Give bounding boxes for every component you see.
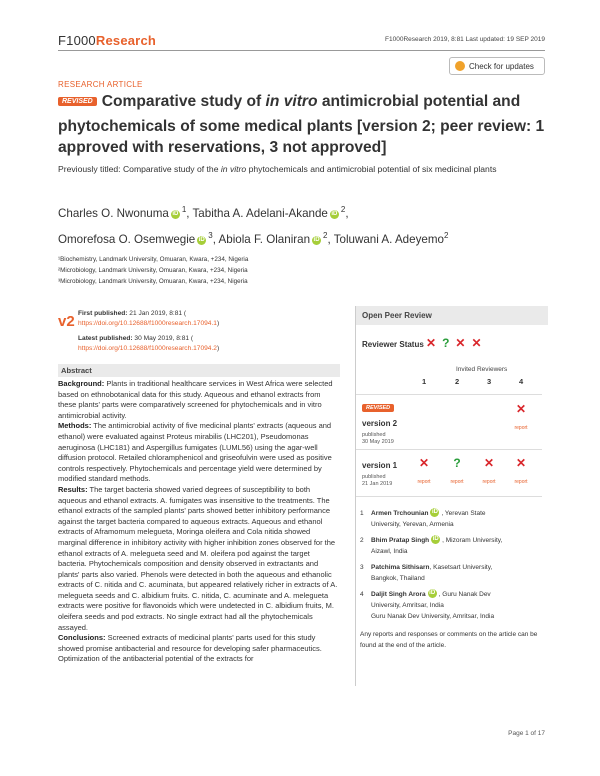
abstract-heading: Abstract — [58, 364, 340, 377]
divider — [356, 496, 542, 497]
orcid-icon[interactable]: iD — [198, 236, 205, 243]
status-not-approved-icon: ✕ — [471, 336, 482, 350]
orcid-icon[interactable]: iD — [432, 536, 439, 542]
reservations-icon: ? — [453, 456, 461, 470]
reviewer-location: University, Yerevan, Armenia — [371, 521, 454, 528]
reviewer-affiliation: , Mizoram University, — [442, 537, 503, 544]
check-for-updates-button[interactable] — [449, 57, 545, 75]
first-published-label: First published: — [78, 310, 128, 317]
column-4: 4 — [519, 377, 524, 386]
header-meta: F1000Research 2019, 8:81 Last updated: 19 SEP 2019 — [385, 36, 545, 43]
reviewer-location: Aizawl, India — [371, 548, 408, 555]
author-separator: , — [212, 232, 219, 246]
v1-published-label: published — [362, 474, 386, 480]
reviewer-list — [360, 508, 544, 627]
report-link[interactable]: report — [514, 479, 528, 485]
reviewer-name[interactable]: Patchima Sithisarn — [371, 564, 430, 571]
reviewer-name[interactable]: Bhim Pratap Singh — [371, 537, 430, 544]
divider — [356, 394, 542, 395]
reviewer-status-symbols — [426, 336, 482, 350]
affiliations — [58, 254, 248, 287]
author-affiliation-number: 3 — [208, 230, 213, 240]
orcid-icon[interactable]: iD — [429, 590, 436, 596]
first-published-date: 21 Jan 2019, 8:81 ( — [127, 310, 187, 317]
v1-date: 21 Jan 2019 — [362, 481, 393, 487]
author-separator: , — [327, 232, 334, 246]
logo-text-left: F1000 — [58, 33, 96, 48]
status-reservations-icon: ? — [442, 336, 450, 350]
author-separator: , — [186, 206, 193, 220]
v2-revised-badge: REVISED — [362, 404, 394, 412]
status-not-approved-icon: ✕ — [426, 336, 437, 350]
previous-title — [58, 161, 538, 177]
reviewer-name[interactable]: Armen Trchounian — [371, 510, 429, 517]
affiliation-2: ²Microbiology, Landmark University, Omuaran, Kwara, +234, Nigeria — [58, 267, 248, 274]
v2-reviewer4-mark[interactable] — [506, 402, 536, 434]
latest-published-label: Latest published: — [78, 335, 133, 342]
divider — [356, 449, 542, 450]
report-link[interactable]: report — [450, 479, 464, 485]
title-part2: antimicrobial potential and phytochemicals of some medical plants [version 2; peer review: 1 approved with reservations, 3 not approved] — [58, 93, 545, 156]
peer-review-panel — [355, 306, 548, 686]
article-type: RESEARCH ARTICLE — [58, 80, 143, 89]
report-link[interactable]: report — [482, 479, 496, 485]
version-2-label[interactable]: version 2 — [362, 419, 398, 428]
author-affiliation-number: 2 — [443, 230, 449, 240]
reviewer-number: 1 — [360, 510, 364, 517]
reviewer-number: 4 — [360, 591, 364, 598]
column-2: 2 — [455, 377, 460, 386]
reviewer-item — [360, 562, 544, 584]
v1-reviewer4-mark[interactable] — [506, 456, 536, 488]
reviewer-item — [360, 535, 544, 557]
not-approved-icon: ✕ — [483, 456, 495, 470]
reviewer-location: University, Amritsar, India — [371, 602, 444, 609]
revised-badge: REVISED — [58, 97, 97, 106]
author-name[interactable]: Toluwani A. Adeyemo — [333, 232, 444, 246]
reviewer-item — [360, 589, 544, 622]
author-affiliation-number: 1 — [181, 205, 187, 214]
invited-reviewers-label: Invited Reviewers — [456, 366, 508, 373]
check-updates-label: Check for updates — [469, 61, 534, 71]
author-name[interactable]: Abiola F. Olaniran — [218, 232, 311, 246]
orcid-icon[interactable]: iD — [172, 210, 179, 217]
conclusions-text: Screened extracts of medicinal plants' parts used for this study showed promise antibacterial and resource for developing safer pharmaceutics. Optimization of the antibacterial potential of the extracts for — [58, 633, 322, 664]
logo-text-right: Research — [95, 33, 157, 48]
latest-doi-link[interactable]: https://doi.org/10.12688/f1000research.17094.2 — [78, 344, 217, 352]
update-icon — [455, 61, 465, 71]
header-rule — [58, 50, 545, 51]
reviewer-affiliation: , Guru Nanak Dev — [438, 591, 491, 598]
results-text: The target bacteria showed varied degrees of susceptibility to both aqueous and ethanol extracts. A. fumigates was insensitive to the treatments. The ethanol extracts of the sampled plants' parts showed better inhibitory performance against the target bacteria compared to aqueous extracts. Aqueous and ethanol extracts of Aframomum melegueta, Moringa oleifera and Cola nitida showed marginal difference in inhibitory activity with higher inhibition zones observed for the ethanol extracts of A. melegueta seed and M. oleifera pod against the target bacteria. Phytochemicals composition and density observed in extractants and plants' parts also varied. Phenols were detected in both the aqueous and ethanolic extracts of C. nitida and C. acuminata, but appeared relatively richer in extracts of A. melegueta seeds and C. albidium fruits. C. nitida, C. acuminate and A. melegueta extracts were positive for flavonoids which were undetected in C. albidium fruits, M. oleifera seeds and pod extracts. No single extract had all the phytochemicals assayed. — [58, 484, 338, 632]
reviewer-affiliation: , Kasetsart University, — [429, 564, 493, 571]
version-1-label[interactable]: version 1 — [362, 461, 398, 470]
affiliation-1: ¹Biochemistry, Landmark University, Omuaran, Kwara, +234, Nigeria — [58, 256, 249, 263]
orcid-icon[interactable]: iD — [431, 509, 438, 515]
column-3: 3 — [487, 377, 492, 386]
background-label: Background: — [58, 379, 105, 388]
article-title — [58, 91, 548, 159]
title-italic: in vitro — [265, 93, 318, 110]
affiliation-3: ³Microbiology, Landmark University, Omuaran, Kwara, +234, Nigeria — [58, 278, 248, 285]
methods-label: Methods: — [58, 421, 92, 431]
report-link[interactable]: report — [514, 425, 528, 431]
v1-reviewer1-mark[interactable] — [409, 456, 439, 488]
conclusions-label: Conclusions: — [58, 633, 106, 643]
v2-date: 30 May 2019 — [362, 439, 394, 445]
reviewer-status-label: Reviewer Status — [362, 340, 424, 349]
reviewer-name[interactable]: Daljit Singh Arora — [371, 591, 426, 598]
not-approved-icon: ✕ — [418, 456, 430, 470]
not-approved-icon: ✕ — [515, 402, 527, 416]
peer-review-heading: Open Peer Review — [356, 306, 548, 325]
latest-published-date: 30 May 2019, 8:81 ( — [132, 335, 194, 342]
abstract-text — [58, 379, 340, 665]
report-link[interactable]: report — [417, 479, 431, 485]
results-label: Results: — [58, 484, 88, 494]
reviewer-number: 3 — [360, 564, 364, 571]
reviewer-affiliation: , Yerevan State — [441, 510, 486, 517]
prev-italic: in vitro — [220, 164, 247, 174]
reviewer-item — [360, 508, 544, 530]
abstract-section — [58, 364, 340, 665]
prev-part2: phytochemicals and antimicrobial potential of six medicinal plants — [246, 164, 497, 174]
reviewer-number: 2 — [360, 537, 364, 544]
publication-info: First published: 21 Jan 2019, 8:81 ( https://doi.org/10.12688/f1000research.17094.1) Latest published: 30 May 2019, 8:81 ( https://doi.org/10.12688/f1000research.17094.2) — [78, 310, 220, 352]
v1-reviewer3-mark[interactable] — [474, 456, 504, 488]
prev-part1: Previously titled: Comparative study of the — [58, 164, 221, 174]
page-number: Page 1 of 17 — [508, 730, 545, 737]
author-list — [58, 199, 543, 251]
v1-reviewer2-mark[interactable] — [442, 456, 472, 488]
author-affiliation-number: 2 — [340, 205, 346, 214]
status-not-approved-icon: ✕ — [455, 336, 466, 350]
title-part1: Comparative study of — [101, 93, 266, 110]
author-affiliation-number: 2 — [323, 230, 328, 240]
author-name[interactable]: Omorefosa O. Osemwegie — [58, 232, 196, 246]
f1000-logo[interactable] — [58, 33, 156, 48]
author-name[interactable]: Charles O. Nwonuma — [58, 206, 169, 220]
v2-published-label: published — [362, 432, 386, 438]
methods-text: The antimicrobial activity of five medicinal plants' extracts (aqueous and ethanol) were evaluated against Proteus mirabilis (LHC201), Pseudomonas aeruginosa (LHC181) and Aspergillus fumigates (LUML56) using the agar-well diffusion protocol. Retailed chloramphenicol and griseofulvin were used as positive controls respectively. Phytochemicals and percentage yield were determined by modified standard methods. — [58, 421, 332, 484]
column-1: 1 — [422, 377, 427, 386]
reviewer-location: Bangkok, Thailand — [371, 575, 425, 582]
background-text: Plants in traditional healthcare services in West Africa were selected based on ethnobotanical data for this study. Aqueous and ethanol extracts from these plants' parts were comparatively screened for phytochemicals and in vitro antimicrobial activity. — [58, 379, 333, 420]
reviewer-location-extra: Guru Nanak Dev University, Amritsar, India — [371, 613, 495, 620]
reports-note: Any reports and responses or comments on the article can be found at the end of the article. — [360, 631, 538, 649]
orcid-icon[interactable]: iD — [313, 236, 320, 243]
author-name[interactable]: Tabitha A. Adelani-Akande — [192, 206, 328, 220]
first-doi-link[interactable]: https://doi.org/10.12688/f1000research.17094.1 — [78, 319, 217, 327]
not-approved-icon: ✕ — [515, 456, 527, 470]
orcid-icon[interactable]: iD — [331, 210, 338, 217]
author-separator: , — [345, 206, 349, 220]
version-badge: v2 — [58, 313, 75, 330]
